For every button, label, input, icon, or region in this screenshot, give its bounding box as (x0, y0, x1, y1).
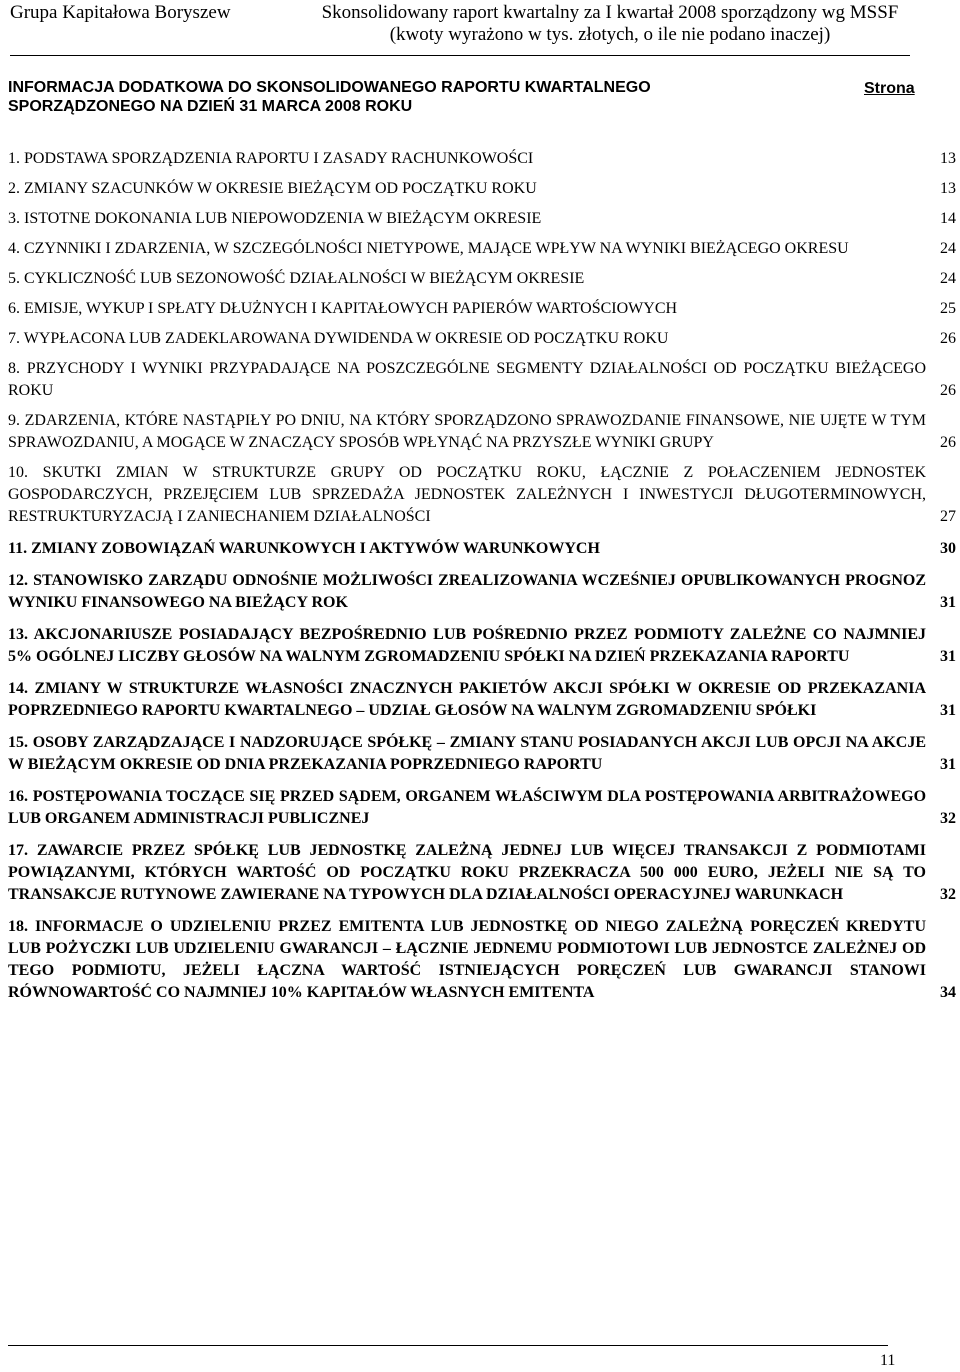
toc-entry-page: 31 (939, 592, 956, 614)
report-title (310, 2, 910, 46)
page-number: 11 (880, 1352, 896, 1369)
toc-entry[interactable] (8, 410, 956, 454)
toc-entry[interactable] (8, 732, 956, 776)
toc-entry-page: 13 (939, 178, 956, 200)
toc-entry-number: 16. (8, 788, 33, 805)
toc-entry-number: 11. (8, 540, 32, 557)
table-of-contents (8, 148, 956, 1004)
toc-entry-title: INFORMACJE O UDZIELENIU PRZEZ EMITENTA LUB JEDNOSTKĘ OD NIEGO ZALEŻNĄ PORĘCZEŃ KREDYTU LUB POŻYCZKI LUB UDZIELENIU GWARANCJI – ŁĄCZNIE JEDNEMU PODMIOTOWI LUB JEDNOSTCE ZALEŻNEJ OD TEGO PODMIOTU, JEŻELI ŁĄCZNA WARTOŚĆ ISTNIEJĄCYCH PORĘCZEŃ LUB GWARANCJI STANOWI RÓWNOWARTOŚĆ CO NAJMNIEJ 10% KAPITAŁÓW WŁASNYCH EMITENTA (8, 918, 926, 1001)
toc-entry-number: 4. (8, 240, 24, 257)
toc-entry-page: 32 (939, 808, 956, 830)
toc-entry-title: ZMIANY SZACUNKÓW W OKRESIE BIEŻĄCYM OD POCZĄTKU ROKU (24, 180, 537, 197)
toc-entry-title: ZAWARCIE PRZEZ SPÓŁKĘ LUB JEDNOSTKĘ ZALEŻNĄ JEDNEJ LUB WIĘCEJ TRANSAKCJI Z PODMIOTAMI POWIĄZANYMI, KTÓRYCH WARTOŚĆ OD POCZĄTKU ROKU PRZEKRACZA 500 000 EURO, JEŻELI NIE SĄ TO TRANSAKCJE RUTYNOWE ZAWIERANE NA TYPOWYCH DLA DZIAŁALNOŚCI OPERACYJNEJ WARUNKACH (8, 842, 927, 903)
toc-entry-number: 15. (8, 734, 33, 751)
toc-entry[interactable] (8, 462, 956, 528)
toc-entry-title: PODSTAWA SPORZĄDZENIA RAPORTU I ZASADY RACHUNKOWOŚCI (24, 150, 534, 167)
toc-entry-page: 26 (939, 432, 956, 454)
toc-entry-number: 9. (8, 412, 25, 429)
toc-entry-number: 3. (8, 210, 24, 227)
toc-entry-number: 18. (8, 918, 35, 935)
toc-entry-title: ZMIANY ZOBOWIĄZAŃ WARUNKOWYCH I AKTYWÓW WARUNKOWYCH (31, 540, 600, 557)
toc-entry-page: 31 (939, 754, 956, 776)
toc-entry-page: 24 (939, 238, 956, 260)
toc-entry-number: 8. (8, 360, 27, 377)
toc-entry[interactable] (8, 840, 956, 906)
toc-entry-number: 13. (8, 626, 34, 643)
report-title-line1: Skonsolidowany raport kwartalny za I kwartał 2008 sporządzony wg MSSF (321, 2, 899, 23)
toc-entry[interactable] (8, 786, 956, 830)
toc-entry[interactable] (8, 238, 956, 260)
toc-entry[interactable] (8, 268, 956, 290)
toc-entry-page: 13 (939, 148, 956, 170)
footer-rule (8, 1345, 888, 1346)
toc-entry[interactable] (8, 328, 956, 350)
toc-entry-title: POSTĘPOWANIA TOCZĄCE SIĘ PRZED SĄDEM, ORGANEM WŁAŚCIWYM DLA POSTĘPOWANIA ARBITRAŻOWEGO LUB ORGANEM ADMINISTRACJI PUBLICZNEJ (8, 788, 927, 827)
toc-entry-title: EMISJE, WYKUP I SPŁATY DŁUŻNYCH I KAPITAŁOWYCH PAPIERÓW WARTOŚCIOWYCH (24, 300, 678, 317)
toc-entry-page: 30 (939, 538, 956, 560)
toc-entry[interactable] (8, 916, 956, 1004)
header-rule (10, 55, 910, 56)
toc-entry-title: AKCJONARIUSZE POSIADAJĄCY BEZPOŚREDNIO LUB POŚREDNIO PRZEZ PODMIOTY ZALEŻNE CO NAJMNIEJ 5% OGÓLNEJ LICZBY GŁOSÓW NA WALNYM ZGROMADZENIU SPÓŁKI NA DZIEŃ PRZEKAZANIA RAPORTU (8, 626, 926, 665)
toc-entry-number: 12. (8, 572, 34, 589)
toc-entry[interactable] (8, 678, 956, 722)
toc-entry-page: 31 (939, 646, 956, 668)
toc-entry-page: 26 (939, 380, 956, 402)
toc-entry-number: 10. (8, 464, 43, 481)
toc-entry-number: 6. (8, 300, 24, 317)
toc-entry[interactable] (8, 538, 956, 560)
toc-entry[interactable] (8, 570, 956, 614)
toc-entry-title: STANOWISKO ZARZĄDU ODNOŚNIE MOŻLIWOŚCI ZREALIZOWANIA WCZEŚNIEJ OPUBLIKOWANYCH PROGNOZ WYNIKU FINANSOWEGO NA BIEŻĄCY ROK (8, 572, 927, 611)
toc-entry-number: 14. (8, 680, 35, 697)
toc-entry-title: OSOBY ZARZĄDZAJĄCE I NADZORUJĄCE SPÓŁKĘ – ZMIANY STANU POSIADANYCH AKCJI LUB OPCJI NA AKCJE W BIEŻĄCYM OKRESIE OD DNIA PRZEKAZANIA POPRZEDNIEGO RAPORTU (8, 734, 926, 773)
toc-entry-number: 2. (8, 180, 24, 197)
toc-entry[interactable] (8, 208, 956, 230)
toc-entry-number: 1. (8, 150, 24, 167)
toc-entry-title: WYPŁACONA LUB ZADEKLAROWANA DYWIDENDA W OKRESIE OD POCZĄTKU ROKU (23, 330, 669, 347)
toc-entry-title: CZYNNIKI I ZDARZENIA, W SZCZEGÓLNOŚCI NIETYPOWE, MAJĄCE WPŁYW NA WYNIKI BIEŻĄCEGO OKRESU (24, 240, 849, 257)
toc-entry-title: ZDARZENIA, KTÓRE NASTĄPIŁY PO DNIU, NA KTÓRY SPORZĄDZONO SPRAWOZDANIE FINANSOWE, NIE UJĘTE W TYM SPRAWOZDANIU, A MOGĄCE W ZNACZĄCY SPOSÓB WPŁYNĄĆ NA PRZYSZŁE WYNIKI GRUPY (8, 412, 927, 451)
toc-entry-number: 5. (8, 270, 24, 287)
company-name: Grupa Kapitałowa Boryszew (10, 2, 231, 23)
page-column-label: Strona (864, 80, 915, 97)
toc-entry-title: CYKLICZNOŚĆ LUB SEZONOWOŚĆ DZIAŁALNOŚCI W BIEŻĄCYM OKRESIE (24, 270, 585, 287)
toc-entry[interactable] (8, 178, 956, 200)
toc-entry-page: 32 (939, 884, 956, 906)
toc-entry-page: 26 (939, 328, 956, 350)
toc-entry-page: 24 (939, 268, 956, 290)
toc-entry-number: 7. (8, 330, 24, 347)
toc-entry[interactable] (8, 358, 956, 402)
toc-entry[interactable] (8, 624, 956, 668)
report-title-line2: (kwoty wyrażono w tys. złotych, o ile nie podano inaczej) (389, 24, 831, 45)
toc-entry-title: SKUTKI ZMIAN W STRUKTURZE GRUPY OD POCZĄTKU ROKU, ŁĄCZNIE Z POŁACZENIEM JEDNOSTEK GOSPODARCZYCH, PRZEJĘCIEM LUB SPRZEDAŻA JEDNOSTEK ZALEŻNYCH I INWESTYCJI DŁUGOTERMINOWYCH, RESTRUKTURYZACJĄ I ZANIECHANIEM DZIAŁALNOŚCI (8, 464, 927, 525)
toc-entry[interactable] (8, 298, 956, 320)
toc-entry-page: 27 (939, 506, 956, 528)
toc-entry-title: PRZYCHODY I WYNIKI PRZYPADAJĄCE NA POSZCZEGÓLNE SEGMENTY DZIAŁALNOŚCI OD POCZĄTKU BIEŻĄCEGO ROKU (8, 360, 927, 399)
toc-entry-title: ISTOTNE DOKONANIA LUB NIEPOWODZENIA W BIEŻĄCYM OKRESIE (24, 210, 542, 227)
toc-entry-title: ZMIANY W STRUKTURZE WŁASNOŚCI ZNACZNYCH PAKIETÓW AKCJI SPÓŁKI W OKRESIE OD PRZEKAZANIA POPRZEDNIEGO RAPORTU KWARTALNEGO – UDZIAŁ GŁOSÓW NA WALNYM ZGROMADZENIU SPÓŁKI (8, 680, 926, 719)
toc-entry-number: 17. (8, 842, 37, 859)
toc-entry-page: 25 (939, 298, 956, 320)
toc-entry-page: 34 (939, 982, 956, 1004)
document-heading: INFORMACJA DODATKOWA DO SKONSOLIDOWANEGO RAPORTU KWARTALNEGO SPORZĄDZONEGO NA DZIEŃ 31 MARCA 2008 ROKU (8, 79, 651, 115)
toc-entry-page: 31 (939, 700, 956, 722)
toc-entry[interactable] (8, 148, 956, 170)
toc-entry-page: 14 (939, 208, 956, 230)
